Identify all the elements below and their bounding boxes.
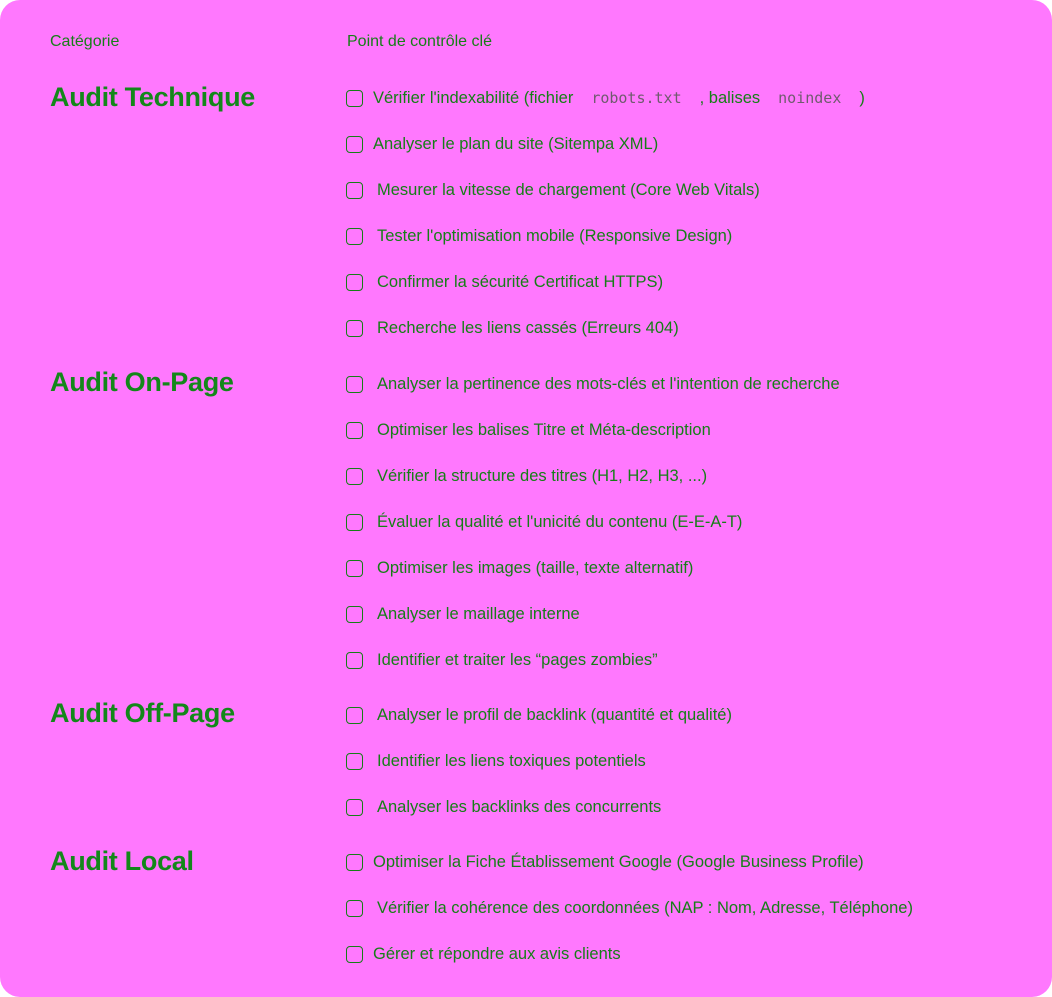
item-label: Optimiser les balises Titre et Méta-description bbox=[377, 420, 711, 439]
item-label: Mesurer la vitesse de chargement (Core Web Vitals) bbox=[377, 180, 760, 199]
table-header bbox=[0, 31, 1052, 53]
category-title: Audit On-Page bbox=[50, 367, 234, 397]
item-label: Analyser le plan du site (Sitempa XML) bbox=[373, 134, 659, 153]
item-label: Vérifier la cohérence des coordonnées (NAP : Nom, Adresse, Téléphone) bbox=[377, 898, 913, 917]
item-label: Recherche les liens cassés (Erreurs 404) bbox=[377, 318, 679, 337]
item-label: Évaluer la qualité et l'unicité du contenu (E-E-A-T) bbox=[377, 512, 743, 531]
checklist-item[interactable] bbox=[346, 556, 693, 580]
checkbox[interactable] bbox=[346, 136, 363, 153]
checklist-item[interactable] bbox=[346, 224, 732, 248]
checklist-item[interactable] bbox=[346, 510, 742, 534]
checkbox[interactable] bbox=[346, 799, 363, 816]
checkbox[interactable] bbox=[346, 422, 363, 439]
item-label: Gérer et répondre aux avis clients bbox=[373, 944, 621, 963]
checklist-item[interactable] bbox=[346, 749, 646, 773]
checklist-item[interactable] bbox=[346, 316, 679, 340]
item-label: Optimiser les images (taille, texte alternatif) bbox=[377, 558, 694, 577]
checkbox[interactable] bbox=[346, 228, 363, 245]
item-label-part: Vérifier l'indexabilité (fichier bbox=[373, 88, 574, 107]
checklist-item[interactable] bbox=[346, 703, 732, 727]
category-title: Audit Technique bbox=[50, 82, 255, 112]
category-title: Audit Local bbox=[50, 846, 194, 876]
item-label-part: ) bbox=[859, 88, 865, 107]
checkbox[interactable] bbox=[346, 900, 363, 917]
checkbox[interactable] bbox=[346, 274, 363, 291]
code-noindex: noindex bbox=[778, 88, 842, 107]
checklist-item[interactable] bbox=[346, 795, 661, 819]
checkbox[interactable] bbox=[346, 606, 363, 623]
item-label-part: , balises bbox=[699, 88, 761, 107]
item-label: Analyser le maillage interne bbox=[377, 604, 580, 623]
checklist-item[interactable] bbox=[346, 896, 913, 920]
checkbox[interactable] bbox=[346, 946, 363, 963]
item-label: Optimiser la Fiche Établissement Google (Google Business Profile) bbox=[373, 852, 864, 871]
checkbox[interactable] bbox=[346, 182, 363, 199]
checklist-item[interactable] bbox=[346, 132, 658, 156]
checklist-item[interactable] bbox=[346, 648, 658, 672]
item-label: Confirmer la sécurité Certificat HTTPS) bbox=[377, 272, 664, 291]
checklist-item[interactable] bbox=[346, 178, 760, 202]
checklist-item[interactable] bbox=[346, 850, 864, 874]
column-header-checkpoint: Point de contrôle clé bbox=[347, 33, 492, 50]
checkbox[interactable] bbox=[346, 560, 363, 577]
checkbox[interactable] bbox=[346, 707, 363, 724]
checklist-item[interactable] bbox=[346, 418, 711, 442]
item-label: Vérifier la structure des titres (H1, H2, H3, ...) bbox=[377, 466, 708, 485]
item-label bbox=[373, 89, 865, 108]
item-label: Analyser la pertinence des mots-clés et l'intention de recherche bbox=[377, 374, 840, 393]
checkbox[interactable] bbox=[346, 753, 363, 770]
checkbox[interactable] bbox=[346, 90, 363, 107]
checkbox[interactable] bbox=[346, 854, 363, 871]
checkbox[interactable] bbox=[346, 652, 363, 669]
category-title: Audit Off-Page bbox=[50, 698, 235, 728]
column-header-category: Catégorie bbox=[50, 33, 120, 50]
item-label: Tester l'optimisation mobile (Responsive Design) bbox=[377, 226, 733, 245]
checklist-item[interactable] bbox=[346, 942, 621, 966]
checkbox[interactable] bbox=[346, 468, 363, 485]
checkbox[interactable] bbox=[346, 376, 363, 393]
checkbox[interactable] bbox=[346, 514, 363, 531]
checklist-item[interactable] bbox=[346, 464, 707, 488]
code-robots-txt: robots.txt bbox=[591, 88, 682, 107]
checklist-item[interactable] bbox=[346, 372, 840, 396]
item-label: Identifier les liens toxiques potentiels bbox=[377, 751, 646, 770]
checkbox[interactable] bbox=[346, 320, 363, 337]
item-label: Analyser le profil de backlink (quantité et qualité) bbox=[377, 705, 732, 724]
checklist-item[interactable] bbox=[346, 270, 663, 294]
item-label: Analyser les backlinks des concurrents bbox=[377, 797, 662, 816]
checklist-item[interactable] bbox=[346, 602, 580, 626]
item-label: Identifier et traiter les “pages zombies” bbox=[377, 650, 658, 669]
checklist-item[interactable] bbox=[346, 86, 865, 110]
